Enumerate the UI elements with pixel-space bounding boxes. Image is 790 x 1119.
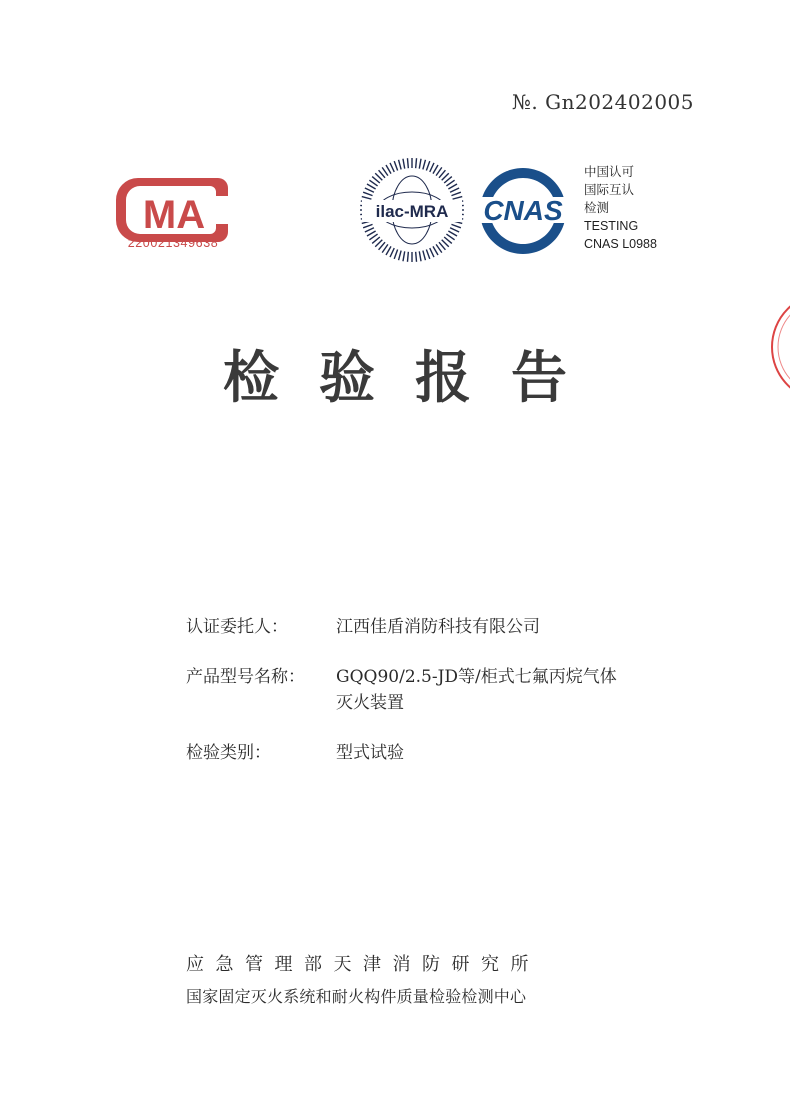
ilac-tick xyxy=(407,252,408,262)
issuer xyxy=(186,950,540,1007)
ilac-tick xyxy=(430,248,434,257)
ilac-tick xyxy=(390,163,394,172)
ilac-tick xyxy=(394,249,397,258)
ilac-tick xyxy=(448,184,457,189)
ilac-tick xyxy=(436,167,442,175)
ilac-tick xyxy=(433,165,438,174)
ilac-tick xyxy=(436,244,442,252)
ilac-tick xyxy=(386,165,391,174)
ilac-tick xyxy=(419,159,421,169)
product-value-line: 灭火装置 xyxy=(336,693,404,713)
ilac-tick xyxy=(451,224,460,227)
ilac-tick xyxy=(399,160,402,170)
issuer-center: 国家固定灭火系统和耐火构件质量检验检测中心 xyxy=(186,987,527,1006)
ilac-tick xyxy=(423,251,426,261)
ilac-tick xyxy=(390,248,394,257)
ilac-tick xyxy=(407,158,408,168)
type-value: 型式试验 xyxy=(336,743,404,763)
cnas-letters: CNAS xyxy=(483,195,563,226)
type-label: 检验类别： xyxy=(186,743,271,763)
ilac-tick xyxy=(446,234,454,240)
cnas-caption-line: TESTING xyxy=(584,219,639,233)
cma-letters: MA xyxy=(142,193,206,237)
ilac-tick xyxy=(450,188,459,192)
ilac-tick xyxy=(433,246,438,255)
ilac-tick xyxy=(369,234,377,240)
ilac-tick xyxy=(363,224,372,227)
ilac-mra-text: ilac-MRA xyxy=(375,202,449,221)
ilac-tick xyxy=(451,192,460,195)
ilac-tick xyxy=(367,184,376,189)
ilac-tick xyxy=(382,244,388,252)
ilac-tick xyxy=(382,167,388,175)
ilac-tick xyxy=(448,231,457,236)
ilac-tick xyxy=(419,251,421,261)
cnas-caption-line: 国际互认 xyxy=(584,183,635,197)
ilac-tick xyxy=(426,161,429,170)
client-row xyxy=(186,614,686,640)
product-row xyxy=(186,664,686,716)
ilac-tick xyxy=(453,197,463,200)
client-value: 江西佳盾消防科技有限公司 xyxy=(336,617,540,637)
product-label: 产品型号名称： xyxy=(186,667,305,687)
client-label: 认证委托人： xyxy=(186,617,288,637)
ilac-tick xyxy=(416,252,417,262)
cnas-caption-line: CNAS L0988 xyxy=(584,237,657,251)
ilac-tick xyxy=(403,159,405,169)
ilac-tick xyxy=(446,180,454,186)
ilac-mra-logo xyxy=(358,156,466,264)
ilac-tick xyxy=(450,228,459,232)
cnas-caption xyxy=(584,163,657,253)
product-value xyxy=(336,664,686,716)
ilac-tick xyxy=(403,251,405,261)
issuer-name: 应急管理部天津消防研究所 xyxy=(186,954,540,975)
product-value-line: GQQ90/2.5-JD等/柜式七氟丙烷气体 xyxy=(336,667,617,687)
cma-number: 220021349638 xyxy=(127,236,219,250)
report-number: №. Gn202402005 xyxy=(511,90,694,114)
type-row xyxy=(186,740,686,766)
report-info xyxy=(186,614,686,790)
ilac-tick xyxy=(367,231,376,236)
ilac-tick xyxy=(430,163,434,172)
ilac-tick xyxy=(365,188,374,192)
cnas-caption-line: 检测 xyxy=(584,201,610,215)
ilac-tick xyxy=(386,246,391,255)
ilac-tick xyxy=(362,197,372,200)
ilac-tick xyxy=(399,251,402,261)
ilac-tick xyxy=(426,249,429,258)
cnas-logo xyxy=(466,164,580,254)
cnas-caption-line: 中国认可 xyxy=(584,165,635,179)
ilac-tick xyxy=(394,161,397,170)
ilac-tick xyxy=(365,228,374,232)
ilac-tick xyxy=(363,192,372,195)
ilac-tick xyxy=(369,180,377,186)
page-title: 检验报告 xyxy=(223,346,607,411)
ilac-tick xyxy=(416,158,417,168)
ilac-tick xyxy=(423,160,426,170)
